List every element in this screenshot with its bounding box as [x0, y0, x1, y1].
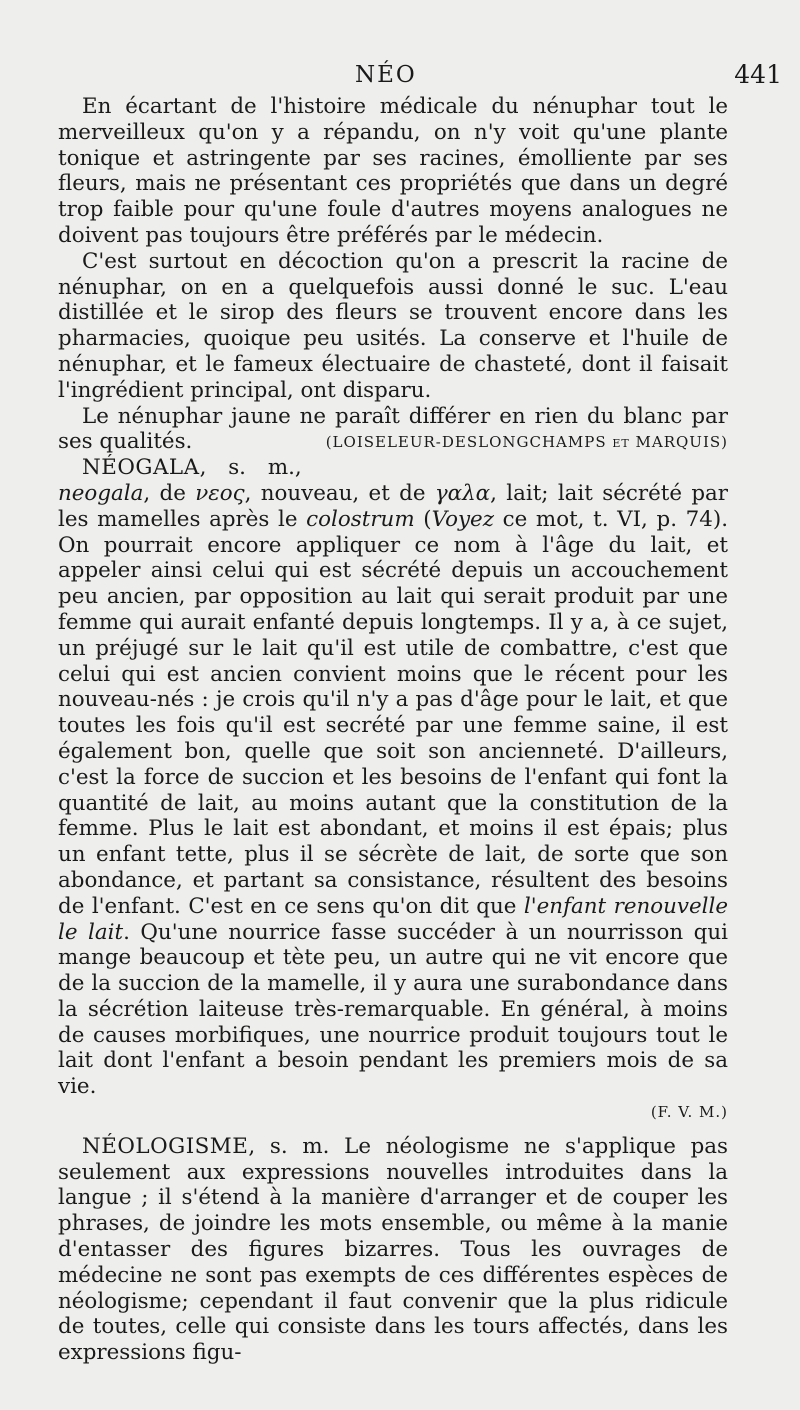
entry-text: , nouveau, et de: [244, 480, 435, 506]
latin-term: colostrum: [306, 506, 415, 532]
entry-text: On pourrait encore appliquer ce nom à l'âge du lait, et appeler ainsi celui qui est sécrété depuis un accouchement peu ancien, par opposition au lait qui serait produit par une femme qui aurait enfanté depuis longtemps. Il y a, à ce sujet, un préjugé sur le lait qu'il est utile de combattre, c'est que celui qui est ancien convient moins que le récent pour les nouveau-nés : je crois qu'il n'y a pas d'âge pour le lait, et que toutes les fois qu'il est secrété par une femme saine, il est également bon, quelle que soit son ancienneté. D'ailleurs, c'est la force de succion et les besoins de l'enfant qui font la quantité de lait, au moins autant que la constitution de la femme. Plus le lait est abondant, et moins il est épais; plus un enfant tette, plus il se sécrète de lait, de sorte que son abondance, et partant sa consistance, résultent des besoins de l'enfant. C'est en ce sens qu'on dit que: [58, 532, 728, 919]
entry-text: , s. m. Le néologisme ne s'applique pas seulement aux expressions nouvelles introduites dans la langue ; il s'étend à la manière d'arranger et de couper les phrases, de joindre les mots ensemble, ou même à la manie d'entasser des figures bizarres. Tous les ouvrages de médecine ne sont pas exempts de ces différentes espèces de néologisme; cependant il faut convenir que la plus ridicule de toutes, celle qui consiste dans les tours affectés, dans les expressions figu-: [58, 1133, 728, 1366]
entry-text: , de: [143, 480, 196, 506]
author-signature: (LOISELEUR-DESLONGCHAMPS et MARQUIS): [325, 433, 728, 452]
quoted-phrase: l'enfant renouvelle le lait: [58, 893, 728, 945]
entry-neologisme: [58, 1134, 728, 1366]
author-signature: (F. V. M.): [650, 1103, 728, 1122]
greek-word: γαλα: [434, 480, 491, 506]
paragraph-nenuphar-preparations: C'est surtout en décoction qu'on a prescrit la racine de nénuphar, on en a quelquefois aussi donné le suc. L'eau distillée et le sirop des fleurs se trouvent encore dans les pharmacies, quoique peu usités. La conserve et l'huile de nénuphar, et le fameux électuaire de chasteté, dont il faisait l'ingrédient principal, ont disparu.: [58, 248, 728, 403]
headword-neogala: NÉOGALA: [82, 455, 200, 481]
page-number: 441: [734, 60, 782, 89]
cross-reference: Voyez: [431, 506, 494, 532]
running-head: [0, 62, 800, 92]
entry-text: (: [414, 506, 432, 532]
latin-term: neogala: [58, 480, 144, 506]
entry-text: , lait; lait sécrété par les mamelles après le: [58, 480, 728, 532]
running-title: NÉO: [355, 62, 417, 88]
entry-neogala: [58, 455, 728, 1100]
paragraph-nenuphar-jaune: [58, 404, 728, 456]
spacer: [58, 1126, 728, 1134]
entry-text: . Qu'une nourrice fasse succéder à un nourrisson qui mange beaucoup et tète peu, un autre qui ne vit encore que de la succion de la mamelle, il y aura une surabondance dans la sécrétion laiteuse très-remarquable. En général, à moins de causes morbifiques, une nourrice produit toujours tout le lait dont l'enfant a besoin pendant les premiers mois de sa vie.: [58, 919, 728, 1100]
paragraph-text: Le nénuphar jaune ne paraît différer en rien du blanc par ses qualités.: [58, 403, 728, 455]
paragraph-nenuphar-properties: En écartant de l'histoire médicale du nénuphar tout le merveilleux qu'on y a répandu, on n'y voit qu'une plante tonique et astringente par ses racines, émolliente par ses fleurs, mais ne présentant ces propriétés que dans un degré trop faible pour qu'une foule d'autres moyens analogues ne doivent pas toujours être préférés par le médecin.: [58, 94, 728, 248]
body-text: [58, 94, 728, 1366]
greek-word: νεος: [195, 480, 245, 506]
entry-text: , s. m.,: [199, 455, 302, 481]
headword-neologisme: NÉOLOGISME: [82, 1133, 249, 1159]
entry-text: ce mot, t. VI, p. 74).: [493, 506, 728, 532]
